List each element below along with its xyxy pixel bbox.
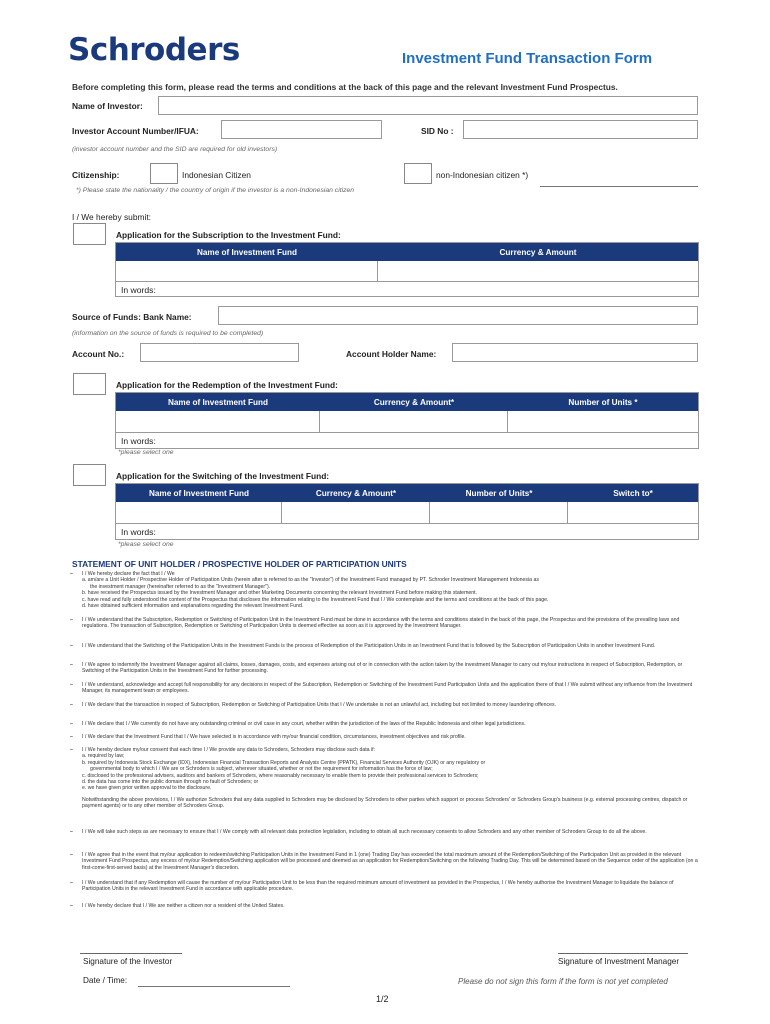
subscription-fund-cell[interactable] [116, 261, 378, 281]
citizenship-label: Citizenship: [72, 170, 120, 180]
in-words-label: In words: [121, 285, 156, 295]
col-currency-amount: Currency & Amount* [373, 398, 455, 407]
statement-p8: – I / We declare that the Investment Fund that I / We have selected is in accordance with my/our financial condition, circumstances, investment objectives and risk profile. [70, 734, 466, 740]
statement-p5: – I / We understand, acknowledge and accept full responsibility for any decisions in respect of the Subscription, Redemption or Switching of the Investment Fund Participation Units and the application there of that I / We submit without any influence from the Investment Manager, its management team or employees. [70, 682, 693, 695]
statement-p6: – I / We declare that the transaction in respect of Subscription, Redemption or Switching of Participation Units that I / We undertake is not an unlawful act, including but not limited to money laundering offences. [70, 702, 557, 708]
subscription-words-row[interactable] [116, 281, 698, 297]
statement-p7: – I / We declare that I / We currently do not have any outstanding criminal or civil case in any court, whether within the jurisdiction of the laws of the Republic Indonesia and other legal jurisdictions. [70, 721, 526, 727]
account-number-label: Investor Account Number/IFUA: [72, 126, 199, 136]
redemption-units-cell[interactable] [508, 411, 698, 432]
account-no-label: Account No.: [72, 349, 125, 359]
unsigned-warning: Please do not sign this form if the form is not yet completed [458, 977, 668, 986]
switching-words-row[interactable] [116, 523, 698, 540]
col-fund-name: Name of Investment Fund [196, 248, 298, 257]
sid-field[interactable] [463, 120, 698, 139]
source-note: (information on the source of funds is required to be completed) [72, 330, 264, 337]
redemption-input-row [116, 411, 698, 432]
switching-title: Application for the Switching of the Investment Fund: [116, 471, 330, 481]
account-holder-field[interactable] [452, 343, 698, 362]
col-fund-name: Name of Investment Fund [167, 398, 269, 407]
investor-signature-label: Signature of the Investor [83, 957, 173, 966]
statement-p1: – I / We hereby declare the fact that I / We a. am/are a Unit Holder / Prospective Holder of Participation Units (herein after is referred to as the "Investor") of the Investment Fund managed by PT. Schroder Investment Management Indonesia as the investment manager (hereinafter referred to as the "Investment Manager"). b. have received the Prospectus issued by the Investment Manager and other Marketing Documents concerning the relevant Investment Fund before making this statement. c. have read and fully understood the content of the Prospectus that discloses the information relating to the Investment Fund that I / We contemplate and the terms and conditions at the back of this page. d. have obtained sufficient information and explanations regarding the relevant Investment Fund. [70, 571, 549, 610]
date-time-line[interactable] [138, 986, 290, 987]
col-switch-to: Switch to* [613, 489, 653, 498]
switching-select-note: *please select one [118, 541, 174, 548]
statement-p3: – I / We understand that the Switching of the Participation Units in the Investment Funds is the process of Redemption of the Participation Units in an Investment Fund that is followed by the Subscription of Participation Units in another Investment Fund. [70, 643, 656, 649]
redemption-amount-cell[interactable] [320, 411, 508, 432]
switching-checkbox[interactable] [73, 464, 106, 486]
switching-header-row [116, 484, 698, 502]
bank-name-label: Source of Funds: Bank Name: [72, 312, 192, 322]
statement-p12: – I / We understand that if any Redemption will cause the number of my/our Participation Unit to be less than the required minimum amount of investment as provided in the Prospectus, I / We hereby authorise the Investment Manager to liquidate the balance of Participation Units in the relevant Investment Fund in accordance with applicable procedure. [70, 880, 674, 893]
account-no-field[interactable] [140, 343, 299, 362]
col-number-units: Number of Units* [465, 489, 533, 498]
subscription-amount-cell[interactable] [378, 261, 698, 281]
col-currency-amount: Currency & Amount* [315, 489, 397, 498]
col-fund-name: Name of Investment Fund [148, 489, 250, 498]
switching-input-row [116, 502, 698, 523]
in-words-label: In words: [121, 436, 156, 446]
in-words-label: In words: [121, 527, 156, 537]
redemption-select-note: *please select one [118, 449, 174, 456]
subscription-header-row [116, 243, 698, 261]
redemption-table [115, 392, 699, 449]
schroders-logo: Schroders [68, 32, 240, 68]
intro-text: Before completing this form, please read the terms and conditions at the back of this page and the relevant Investment Fund Prospectus. [72, 82, 618, 92]
switching-amount-cell[interactable] [282, 502, 430, 523]
account-holder-label: Account Holder Name: [346, 349, 437, 359]
form-title: Investment Fund Transaction Form [402, 50, 653, 67]
nationality-note: *) Please state the nationality / the country of origin if the investor is a non-Indonesian citizen [76, 187, 355, 194]
indonesian-citizen-label: Indonesian Citizen [182, 170, 251, 180]
redemption-words-row[interactable] [116, 432, 698, 449]
statement-p13: – I / We hereby declare that I / We are neither a citizen nor a resident of the United States. [70, 903, 285, 909]
redemption-fund-cell[interactable] [116, 411, 320, 432]
bank-name-field[interactable] [218, 306, 698, 325]
date-time-label: Date / Time: [83, 976, 128, 985]
switching-table [115, 483, 699, 540]
non-indonesian-label: non-Indonesian citizen *) [436, 170, 529, 180]
non-indonesian-checkbox[interactable] [404, 163, 432, 184]
investor-signature-line[interactable] [80, 953, 182, 954]
statement-p4: – I / We agree to indemnify the Investment Manager against all claims, losses, damages, costs, and expenses arising out of or in connection with the action taken by the investment Manager to carry out my/our instructions in respect of Subscription, Redemption, or Switching of the Participation Units in the Investment Fund for further processing. [70, 662, 683, 675]
switching-to-cell[interactable] [568, 502, 698, 523]
page-number: 1/2 [376, 994, 389, 1004]
statement-title: STATEMENT OF UNIT HOLDER / PROSPECTIVE HOLDER OF PARTICIPATION UNITS [72, 559, 407, 569]
account-number-field[interactable] [221, 120, 382, 139]
col-currency-amount: Currency & Amount [499, 248, 577, 257]
subscription-checkbox[interactable] [73, 223, 106, 245]
statement-p11: – I / We agree that in the event that my/our application to redeem/switching Participation Units in the Investment Fund in 1 (one) Trading Day has exceeded the total maximum amount of the Redemption/Switching of the Participation Unit as provided in the relevant Investment Fund Prospectus, any excess of my/our Redemption/Switching application will be processed and deemed as an application for Redemption/Switching on the following Trading Day. This will be determined based on the Sequence order of the application (on a first-come-first-served basis) at the Investment Manager's discretion. [70, 852, 698, 871]
statement-p10: – I / We will take such steps as are necessary to ensure that I / We comply with all relevant data protection legislation, including to obtain all such necessary consents to allow Schroders and any other member of Schroders Group to do all the above. [70, 829, 647, 835]
switching-units-cell[interactable] [430, 502, 568, 523]
nationality-line[interactable] [540, 186, 698, 187]
redemption-checkbox[interactable] [73, 373, 106, 395]
col-number-units: Number of Units * [568, 398, 638, 407]
subscription-input-row [116, 261, 698, 281]
redemption-header-row [116, 393, 698, 411]
sid-label: SID No : [421, 126, 454, 136]
switching-fund-cell[interactable] [116, 502, 282, 523]
investor-name-field[interactable] [158, 96, 698, 115]
manager-signature-label: Signature of Investment Manager [558, 957, 680, 966]
subscription-title: Application for the Subscription to the Investment Fund: [116, 230, 341, 240]
redemption-title: Application for the Redemption of the Investment Fund: [116, 380, 338, 390]
manager-signature-line[interactable] [558, 953, 688, 954]
statement-p2: – I / We understand that the Subscription, Redemption or Switching of Participation Unit in the Investment Fund must be done in accordance with the terms and conditions stated in the back of this page, the Prospectus and the provisions of the prevailing laws and regulations. The transaction of Subscription, Redemption or Switching of Participation Units is deemed effective as soon as it is approved by the Investment Manager. [70, 617, 680, 630]
statement-p9: – I / We hereby declare my/our consent that each time I / We provide any data to Schroders, Schroders may disclose such data if: a. required by law; b. required by Indonesia Stock Exchange (IDX), Indonesian Financial Transaction Reports and Analysis Centre (PPATK), Financial Services Authority (OJK) or any regulatory or governmental body to which I / We are or Schroders is subject, wherever situated, whether or not the requirement for information has the force of law; c. disclosed to the professional advisers, auditors and bankers of Schroders, where reasonably necessary to enable them to provide their professional services to Schroders; d. the data has come into the public domain through no fault of Schroders; or e. we have given prior written approval to the disclosure. Notwithstanding the above provisions, I / We authorize Schroders that any data supplied to Schroders may be disclosed by Schroders to other parties which support or process Schroders' or Schroders Group's business (e.g. external processing centres, dispatch or payment agents) or to any other member of Schroders Group. [70, 747, 688, 810]
submit-label: I / We hereby submit: [72, 212, 151, 222]
account-note: (investor account number and the SID are required for old investors) [72, 146, 278, 153]
investor-name-label: Name of Investor: [72, 101, 143, 111]
indonesian-citizen-checkbox[interactable] [150, 163, 178, 184]
subscription-table [115, 242, 699, 297]
